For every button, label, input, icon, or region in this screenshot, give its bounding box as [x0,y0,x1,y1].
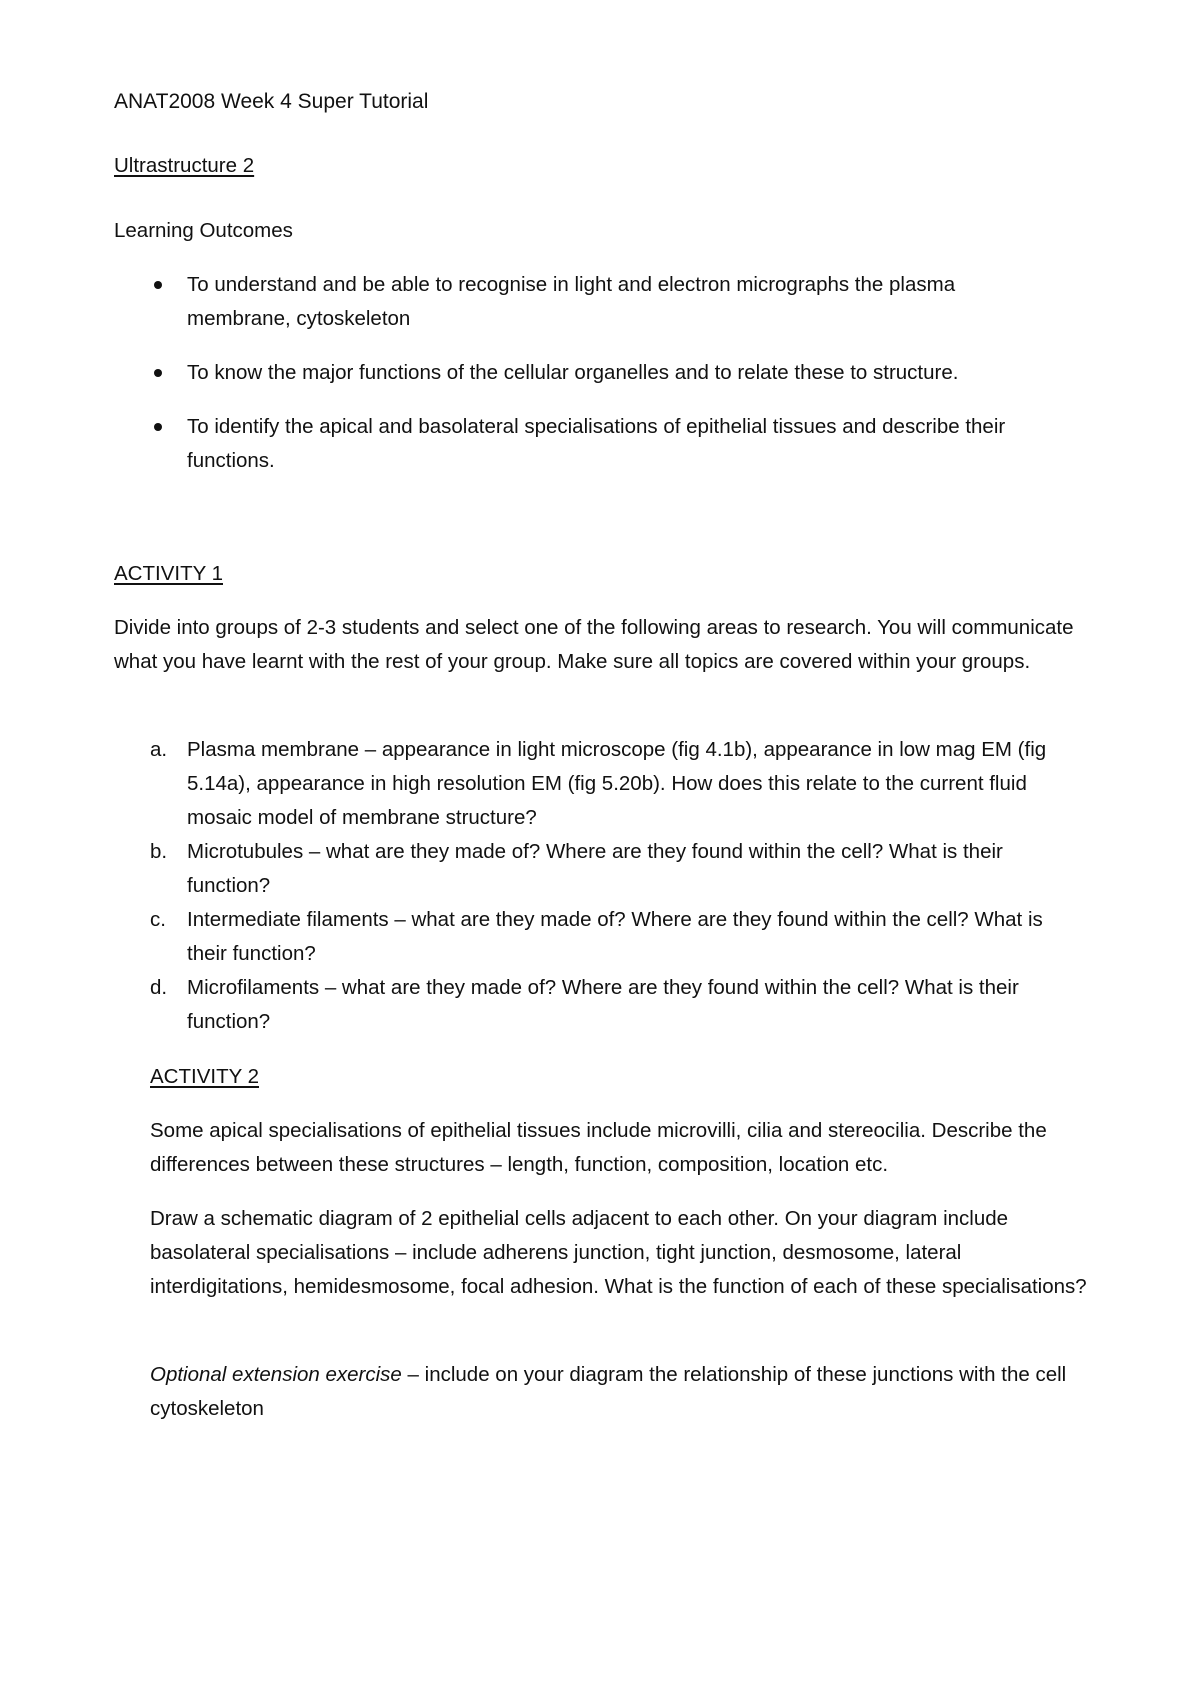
activity2-paragraph-1: Some apical specialisations of epithelial tissues include microvilli, cilia and stereocilia. Describe the differences between these structures – length, function, composition, location etc. [150,1119,1047,1176]
list-item: To know the major functions of the cellular organelles and to relate these to structure. [150,356,1100,390]
list-item [150,835,1067,903]
list-item-text: Microfilaments – what are they made of? Where are they found within the cell? What is their function? [187,976,1019,1033]
optional-extension-text: – include on your diagram the relationship of these junctions with the cell cytoskeleton [150,1363,1067,1420]
activity2-heading: ACTIVITY 2 [150,1065,259,1088]
learning-outcomes-list [150,268,1100,498]
list-item: To understand and be able to recognise in light and electron micrographs the plasma membrane, cytoskeleton [150,268,1047,336]
list-item-text: Intermediate filaments – what are they made of? Where are they found within the cell? What is their function? [187,908,1043,965]
learning-outcomes-heading: Learning Outcomes [114,219,293,242]
list-item-text: Plasma membrane – appearance in light microscope (fig 4.1b), appearance in low mag EM (fig 5.14a), appearance in high resolution EM (fig 5.20b). How does this relate to the current fluid mosaic model of membrane structure? [187,738,1047,829]
list-item [150,903,1087,971]
activity1-heading: ACTIVITY 1 [114,562,223,585]
list-item-text: Microtubules – what are they made of? Where are they found within the cell? What is their function? [187,840,1003,897]
activity1-topics-list [150,733,1100,1039]
activity2-paragraph-2: Draw a schematic diagram of 2 epithelial cells adjacent to each other. On your diagram include basolateral specialisations – include adherens junction, tight junction, desmosome, lateral interdigitations, hemidesmosome, focal adhesion. What is the function of each of these specialisations? [150,1207,1087,1298]
list-item [150,971,1067,1039]
document-subtitle: Ultrastructure 2 [114,154,255,177]
list-item: To identify the apical and basolateral specialisations of epithelial tissues and describe their functions. [150,410,1087,478]
optional-extension-label: Optional extension exercise [150,1363,402,1386]
activity2-paragraph-3 [150,1358,1090,1426]
list-marker: d. [150,976,168,999]
list-item [150,733,1087,835]
list-marker: c. [150,908,166,931]
activity1-intro: Divide into groups of 2-3 students and select one of the following areas to research. You will communicate what you have learnt with the rest of your group. Make sure all topics are covered within your groups. [114,616,1074,673]
document-title: ANAT2008 Week 4 Super Tutorial [114,90,429,113]
list-marker: a. [150,738,168,761]
list-marker: b. [150,840,168,863]
